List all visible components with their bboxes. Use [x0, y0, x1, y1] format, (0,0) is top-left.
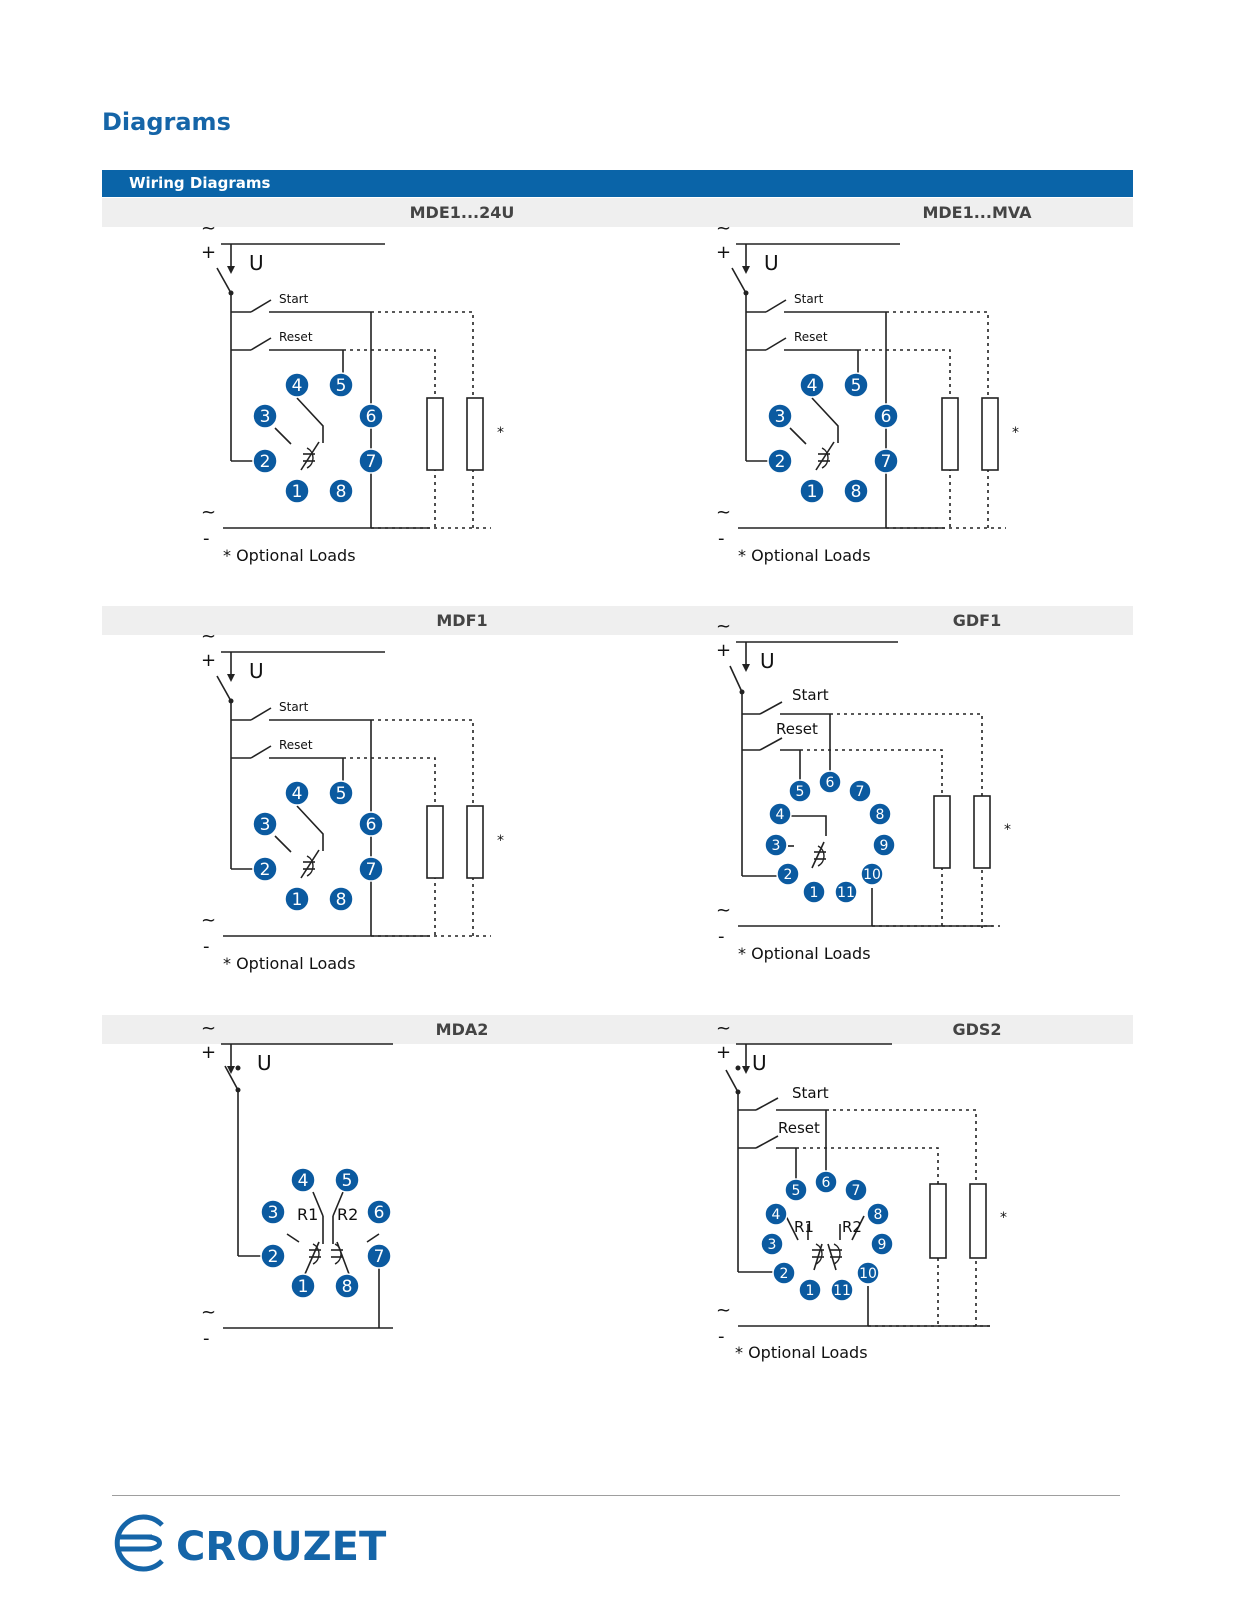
- minus-symbol: -: [718, 528, 725, 549]
- wire: [756, 1136, 778, 1148]
- terminal-pin: [815, 1171, 837, 1193]
- terminal-pin-number: 7: [851, 1183, 861, 1199]
- terminal-pin: [785, 1179, 807, 1201]
- voltage-label: U: [760, 649, 775, 673]
- load-resistor: [970, 1184, 986, 1258]
- terminal-pin-number: 1: [291, 482, 303, 502]
- terminal-pin-number: 1: [806, 482, 818, 502]
- minus-symbol: -: [718, 1326, 725, 1347]
- terminal-pin: [844, 373, 868, 397]
- terminal-pin-number: 3: [267, 1203, 279, 1223]
- terminal-pin-number: 1: [805, 1283, 815, 1299]
- load-resistor: [427, 806, 443, 878]
- start-label: Start: [792, 686, 829, 704]
- dashed-wire: [886, 312, 988, 528]
- terminal-pin: [857, 1262, 879, 1284]
- terminal-pin-number: 7: [880, 452, 892, 472]
- asterisk-note: *: [497, 833, 504, 849]
- terminal-pin: [874, 404, 898, 428]
- terminal-pin-number: 5: [850, 376, 862, 396]
- terminal-pin-number: 7: [373, 1247, 385, 1267]
- delay-symbol: [335, 1244, 341, 1264]
- arrow-icon: [227, 674, 235, 682]
- terminal-pin: [768, 449, 792, 473]
- terminal-pin: [799, 1279, 821, 1301]
- terminal-pin-number: 1: [297, 1277, 309, 1297]
- arrow-icon: [742, 664, 750, 672]
- ac-symbol: ~: [716, 1018, 732, 1039]
- terminal-pin-number: 2: [774, 452, 786, 472]
- load-resistor: [974, 796, 990, 868]
- wire: [732, 268, 746, 293]
- load-resistor: [467, 398, 483, 470]
- terminal-pin-number: 3: [771, 838, 781, 854]
- terminal-pin-number: 4: [297, 1171, 309, 1191]
- ac-symbol: ~: [716, 502, 732, 523]
- start-label: Start: [279, 292, 309, 306]
- terminal-pin: [291, 1168, 315, 1192]
- wire: [217, 676, 231, 701]
- wire: [812, 842, 824, 868]
- terminal-pin-number: 2: [779, 1266, 789, 1282]
- terminal-pin: [831, 1279, 853, 1301]
- dashed-wire: [343, 758, 435, 936]
- voltage-label: U: [764, 251, 779, 275]
- terminal-pin-number: 10: [863, 867, 881, 883]
- plus-symbol: +: [716, 242, 732, 263]
- load-resistor: [982, 398, 998, 470]
- terminal-pin: [253, 812, 277, 836]
- terminal-pin-number: 6: [821, 1175, 831, 1191]
- plus-symbol: +: [201, 1042, 217, 1063]
- terminal-pin-number: 6: [373, 1203, 385, 1223]
- terminal-pin-number: 5: [335, 376, 347, 396]
- logo-text: CROUZET: [176, 1524, 387, 1570]
- terminal-pin: [861, 863, 883, 885]
- terminal-pin: [253, 449, 277, 473]
- terminal-pin-number: 4: [775, 807, 785, 823]
- load-resistor: [934, 796, 950, 868]
- terminal-pin: [789, 780, 811, 802]
- load-resistor: [930, 1184, 946, 1258]
- terminal-pin-number: 8: [875, 807, 885, 823]
- footer-divider: [112, 1495, 1120, 1496]
- dashed-wire: [858, 350, 950, 528]
- diagram-title: GDF1: [952, 611, 1002, 630]
- plus-symbol: +: [201, 650, 217, 671]
- plus-symbol: +: [201, 242, 217, 263]
- terminal-pin: [253, 404, 277, 428]
- diagram-header-row: [102, 1015, 1133, 1044]
- terminal-pin: [769, 803, 791, 825]
- diagram-header-row: [102, 606, 1133, 635]
- terminal-pin-number: 8: [873, 1207, 883, 1223]
- wire: [275, 428, 291, 444]
- terminal-pin: [844, 479, 868, 503]
- terminal-pin: [819, 771, 841, 793]
- wire: [760, 702, 782, 714]
- wiring-diagram-mdf1: [195, 626, 535, 996]
- arrow-icon: [742, 266, 750, 274]
- terminal-pin-number: 5: [341, 1171, 353, 1191]
- voltage-label: U: [249, 251, 264, 275]
- terminal-pin: [800, 479, 824, 503]
- wire: [812, 398, 838, 443]
- start-label: Start: [792, 1084, 829, 1102]
- voltage-label: U: [257, 1051, 272, 1075]
- terminal-pin-number: 6: [825, 775, 835, 791]
- arrow-icon: [227, 266, 235, 274]
- load-resistor: [467, 806, 483, 878]
- optional-loads-note: * Optional Loads: [735, 1343, 868, 1362]
- terminal-pin: [800, 373, 824, 397]
- start-label: Start: [279, 700, 309, 714]
- terminal-pin-number: 8: [850, 482, 862, 502]
- junction-dot: [736, 1066, 741, 1071]
- dashed-wire: [371, 720, 473, 936]
- wire: [251, 300, 271, 312]
- terminal-pin: [874, 449, 898, 473]
- diagram-title: MDA2: [435, 1020, 489, 1039]
- relay-r2-label: R2: [842, 1218, 862, 1236]
- terminal-pin-number: 5: [335, 784, 347, 804]
- terminal-pin-number: 6: [365, 407, 377, 427]
- terminal-pin: [835, 881, 857, 903]
- ac-symbol: ~: [201, 910, 217, 931]
- wire: [275, 836, 291, 852]
- terminal-pin: [335, 1168, 359, 1192]
- wire: [766, 300, 786, 312]
- wire: [297, 398, 323, 443]
- terminal-pin: [869, 803, 891, 825]
- terminal-pin: [285, 781, 309, 805]
- ac-symbol: ~: [201, 218, 217, 239]
- terminal-pin: [261, 1244, 285, 1268]
- terminal-pin-number: 2: [259, 452, 271, 472]
- plus-symbol: +: [716, 640, 732, 661]
- terminal-pin-number: 4: [771, 1207, 781, 1223]
- delay-symbol: [818, 846, 824, 866]
- terminal-pin: [367, 1200, 391, 1224]
- terminal-pin-number: 2: [267, 1247, 279, 1267]
- wire: [297, 806, 323, 851]
- wire: [251, 708, 271, 720]
- terminal-pin-number: 3: [767, 1237, 777, 1253]
- terminal-pin: [253, 857, 277, 881]
- start-label: Start: [794, 292, 824, 306]
- optional-loads-note: * Optional Loads: [223, 954, 356, 973]
- reset-label: Reset: [776, 720, 818, 738]
- diagram-header-row: [102, 198, 1133, 227]
- terminal-pin: [765, 1203, 787, 1225]
- terminal-pin: [849, 780, 871, 802]
- diagram-title: GDS2: [952, 1020, 1002, 1039]
- terminal-pin: [803, 881, 825, 903]
- crouzet-logo: [112, 1513, 392, 1573]
- terminal-pin-number: 6: [365, 815, 377, 835]
- terminal-pin: [768, 404, 792, 428]
- terminal-pin: [285, 373, 309, 397]
- diagram-title: MDE1...MVA: [922, 203, 1032, 222]
- terminal-pin-number: 1: [809, 885, 819, 901]
- terminal-pin-number: 3: [774, 407, 786, 427]
- wire: [756, 1098, 778, 1110]
- terminal-pin: [773, 1262, 795, 1284]
- asterisk-note: *: [497, 425, 504, 441]
- terminal-pin: [761, 1233, 783, 1255]
- terminal-pin-number: 3: [259, 407, 271, 427]
- wire: [790, 428, 806, 444]
- terminal-pin-number: 2: [259, 860, 271, 880]
- page-title: Diagrams: [102, 108, 231, 136]
- terminal-pin: [291, 1274, 315, 1298]
- terminal-pin-number: 7: [855, 784, 865, 800]
- ac-symbol: ~: [716, 1300, 732, 1321]
- terminal-pin: [359, 812, 383, 836]
- terminal-pin: [329, 781, 353, 805]
- diagram-title: MDE1...24U: [409, 203, 515, 222]
- wire: [251, 746, 271, 758]
- wire: [766, 338, 786, 350]
- terminal-pin-number: 7: [365, 452, 377, 472]
- terminal-pin-number: 9: [877, 1237, 887, 1253]
- terminal-pin: [777, 863, 799, 885]
- terminal-pin-number: 2: [783, 867, 793, 883]
- reset-label: Reset: [279, 738, 313, 752]
- reset-label: Reset: [794, 330, 828, 344]
- terminal-pin-number: 3: [259, 815, 271, 835]
- delay-symbol: [834, 1244, 840, 1264]
- terminal-pin-number: 1: [291, 890, 303, 910]
- terminal-pin-number: 5: [795, 784, 805, 800]
- terminal-pin: [285, 479, 309, 503]
- asterisk-note: *: [1000, 1210, 1007, 1226]
- junction-dot: [236, 1066, 241, 1071]
- reset-label: Reset: [778, 1119, 820, 1137]
- load-resistor: [427, 398, 443, 470]
- terminal-pin: [335, 1274, 359, 1298]
- relay-r1-label: R1: [794, 1218, 814, 1236]
- terminal-pin: [329, 887, 353, 911]
- terminal-pin: [285, 887, 309, 911]
- ac-symbol: ~: [716, 616, 732, 637]
- wire: [726, 1070, 738, 1092]
- wiring-diagram-mde1-24u: [195, 218, 535, 588]
- ac-symbol: ~: [716, 900, 732, 921]
- wire: [287, 1234, 299, 1242]
- terminal-pin-number: 4: [291, 376, 303, 396]
- optional-loads-note: * Optional Loads: [738, 944, 871, 963]
- terminal-pin: [871, 1233, 893, 1255]
- terminal-pin-number: 6: [880, 407, 892, 427]
- optional-loads-note: * Optional Loads: [738, 546, 871, 565]
- wire: [217, 268, 231, 293]
- minus-symbol: -: [203, 936, 210, 957]
- section-banner: Wiring Diagrams: [102, 170, 1133, 197]
- terminal-pin: [329, 373, 353, 397]
- minus-symbol: -: [718, 926, 725, 947]
- crouzet-logo-icon: [117, 1517, 162, 1569]
- terminal-pin: [765, 834, 787, 856]
- wire: [788, 816, 826, 836]
- terminal-pin: [359, 404, 383, 428]
- terminal-pin-number: 8: [335, 482, 347, 502]
- terminal-pin-number: 11: [837, 885, 855, 901]
- wire: [367, 1234, 379, 1242]
- terminal-pin-number: 11: [833, 1283, 851, 1299]
- voltage-label: U: [249, 659, 264, 683]
- wiring-diagram-mde1-mva: [710, 218, 1050, 588]
- terminal-pin: [329, 479, 353, 503]
- wire: [760, 738, 782, 750]
- terminal-pin: [359, 857, 383, 881]
- ac-symbol: ~: [201, 626, 217, 647]
- terminal-pin: [845, 1179, 867, 1201]
- voltage-label: U: [752, 1051, 767, 1075]
- asterisk-note: *: [1012, 425, 1019, 441]
- plus-symbol: +: [716, 1042, 732, 1063]
- dashed-wire: [343, 350, 435, 528]
- asterisk-note: *: [1004, 822, 1011, 838]
- terminal-pin: [367, 1244, 391, 1268]
- relay-r1-label: R1: [297, 1205, 319, 1224]
- terminal-pin-number: 8: [341, 1277, 353, 1297]
- ac-symbol: ~: [716, 218, 732, 239]
- terminal-pin-number: 4: [291, 784, 303, 804]
- relay-r2-label: R2: [337, 1205, 359, 1224]
- minus-symbol: -: [203, 1328, 210, 1349]
- terminal-pin-number: 8: [335, 890, 347, 910]
- terminal-pin: [873, 834, 895, 856]
- arrow-icon: [742, 1066, 750, 1074]
- wire: [730, 666, 742, 692]
- ac-symbol: ~: [201, 502, 217, 523]
- terminal-pin: [867, 1203, 889, 1225]
- terminal-pin-number: 7: [365, 860, 377, 880]
- optional-loads-note: * Optional Loads: [223, 546, 356, 565]
- diagram-title: MDF1: [436, 611, 488, 630]
- terminal-pin-number: 4: [806, 376, 818, 396]
- dashed-wire: [371, 312, 473, 528]
- terminal-pin-number: 9: [879, 838, 889, 854]
- terminal-pin-number: 5: [791, 1183, 801, 1199]
- ac-symbol: ~: [201, 1302, 217, 1323]
- reset-label: Reset: [279, 330, 313, 344]
- terminal-pin: [359, 449, 383, 473]
- terminal-pin-number: 10: [859, 1266, 877, 1282]
- minus-symbol: -: [203, 528, 210, 549]
- terminal-pin: [261, 1200, 285, 1224]
- load-resistor: [942, 398, 958, 470]
- ac-symbol: ~: [201, 1018, 217, 1039]
- wire: [251, 338, 271, 350]
